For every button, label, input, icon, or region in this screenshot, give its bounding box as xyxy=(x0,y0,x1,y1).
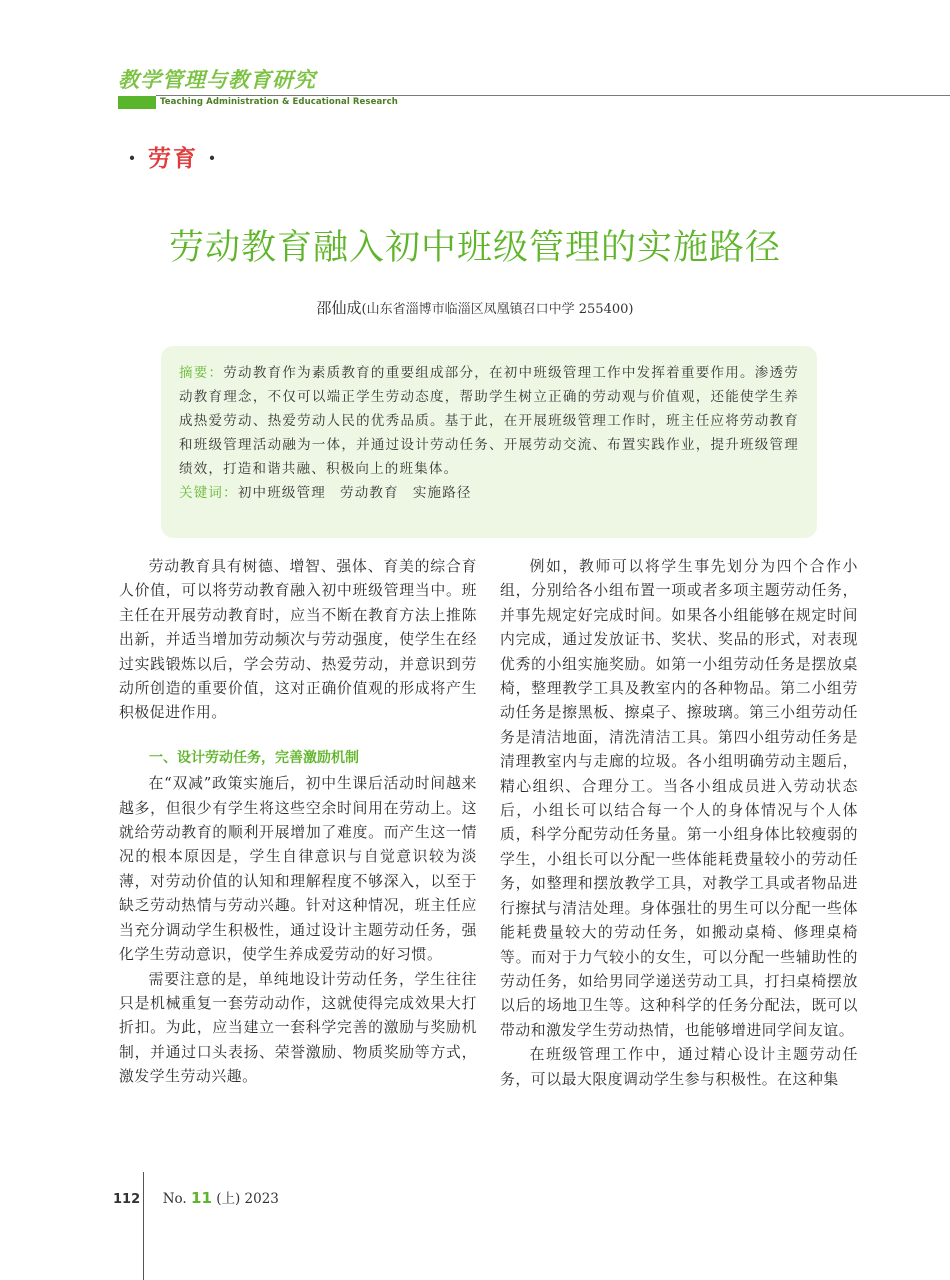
article-title: 劳动教育融入初中班级管理的实施路径 xyxy=(168,228,781,268)
body-column-left xyxy=(119,555,477,1090)
header-divider xyxy=(156,95,950,96)
section-heading: 一、设计劳动任务，完善激励机制 xyxy=(149,749,359,766)
abstract-label: 摘要： xyxy=(179,365,224,381)
issue-suffix: (上) 2023 xyxy=(216,1191,279,1207)
body-paragraph: 例如，教师可以将学生事先划分为四个合作小组，分别给各小组布置一项或者多项主题劳动任务，并事先规定好完成时间。如果各小组能够在规定时间内完成，通过发放证书、奖状、奖品的形式，对表现优秀的小组实施奖励。如第一小组劳动任务是摆放桌椅，整理教学工具及教室内的各种物品。第二小组劳动任务是擦黑板、擦桌子、擦玻璃。第三小组劳动任务是清洁地面，清洗清洁工具。第四小组劳动任务是清理教室内与走廊的垃圾。各小组明确劳动主题后，精心组织、合理分工。当各小组成员进入劳动状态后，小组长可以结合每一个人的身体情况与个人体质，科学分配劳动任务量。第一小组身体比较瘦弱的学生，小组长可以分配一些体能耗费量较小的劳动任务，如整理和摆放教学工具，对教学工具或者物品进行擦拭与清洁处理。身体强壮的男生可以分配一些体能耗费量较大的劳动任务，如搬动桌椅、修理桌椅等。而对于力气较小的女生，可以分配一些辅助性的劳动任务，如给男同学递送劳动工具，打扫桌椅摆放以后的场地卫生等。这种科学的任务分配法，既可以带动和激发学生劳动热情，也能够增进同学间友谊。 xyxy=(500,558,858,1039)
header-accent-bar xyxy=(118,96,156,109)
body-column-right xyxy=(500,555,858,1092)
body-paragraph: 劳动教育具有树德、增智、强体、育美的综合育人价值，可以将劳动教育融入初中班级管理当中。班主任在开展劳动教育时，应当不断在教育方法上推陈出新，并适当增加劳动频次与劳动强度，使学生在经过实践锻炼以后，学会劳动、热爱劳动，并意识到劳动所创造的重要价值，这对正确价值观的形成将产生积极促进作用。 xyxy=(119,558,477,722)
author-name: 邵仙成 xyxy=(316,299,362,317)
issue-number: 11 xyxy=(191,1189,212,1207)
body-paragraph: 在“双减”政策实施后，初中生课后活动时间越来越多，但很少有学生将这些空余时间用在劳动上。这就给劳动教育的顺利开展增加了难度。而产生这一情况的根本原因是，学生自律意识与自觉意识较为淡薄，对劳动价值的认知和理解程度不够深入，以至于缺乏劳动热情与劳动兴趣。针对这种情况，班主任应当充分调动学生积极性，通过设计主题劳动任务，强化学生劳动意识，使学生养成爱劳动的好习惯。 xyxy=(119,775,477,964)
journal-subtitle: Teaching Administration & Educational Research xyxy=(160,97,398,107)
abstract-text: 劳动教育作为素质教育的重要组成部分，在初中班级管理工作中发挥着重要作用。渗透劳动教育理念，不仅可以端正学生劳动态度，帮助学生树立正确的劳动观与价值观，还能使学生养成热爱劳动、热爱劳动人民的优秀品质。基于此，在开展班级管理工作时，班主任应将劳动教育和班级管理活动融为一体，并通过设计劳动任务、开展劳动交流、布置实践作业，提升班级管理绩效，打造和谐共融、积极向上的班集体。 xyxy=(179,365,799,477)
abstract xyxy=(179,361,799,481)
keywords xyxy=(179,481,799,505)
body-paragraph: 需要注意的是，单纯地设计劳动任务，学生往往只是机械重复一套劳动动作，这就使得完成效果大打折扣。为此，应当建立一套科学完善的激励与奖励机制，并通过口头表扬、荣誉激励、物质奖励等方式，激发学生劳动兴趣。 xyxy=(119,970,477,1086)
keywords-label: 关键词： xyxy=(179,485,238,501)
keyword: 初中班级管理 xyxy=(237,485,327,501)
column-tag-dot-left: · xyxy=(128,145,139,172)
footer xyxy=(113,1187,279,1207)
column-tag-label: 劳育 xyxy=(148,145,199,172)
abstract-box xyxy=(161,346,817,538)
issue-prefix: No. xyxy=(162,1191,187,1207)
author-line xyxy=(0,297,950,318)
keyword: 实施路径 xyxy=(412,485,472,501)
page-number: 112 xyxy=(113,1192,141,1207)
author-affiliation: (山东省淄博市临淄区凤凰镇召口中学 255400) xyxy=(361,302,634,317)
body-paragraph: 在班级管理工作中，通过精心设计主题劳动任务，可以最大限度调动学生参与积极性。在这种集 xyxy=(500,1046,858,1088)
journal-title: 教学管理与教育研究 xyxy=(118,68,316,92)
keyword: 劳动教育 xyxy=(340,485,399,501)
column-tag-dot-right: · xyxy=(208,145,219,172)
column-tag xyxy=(128,140,218,173)
